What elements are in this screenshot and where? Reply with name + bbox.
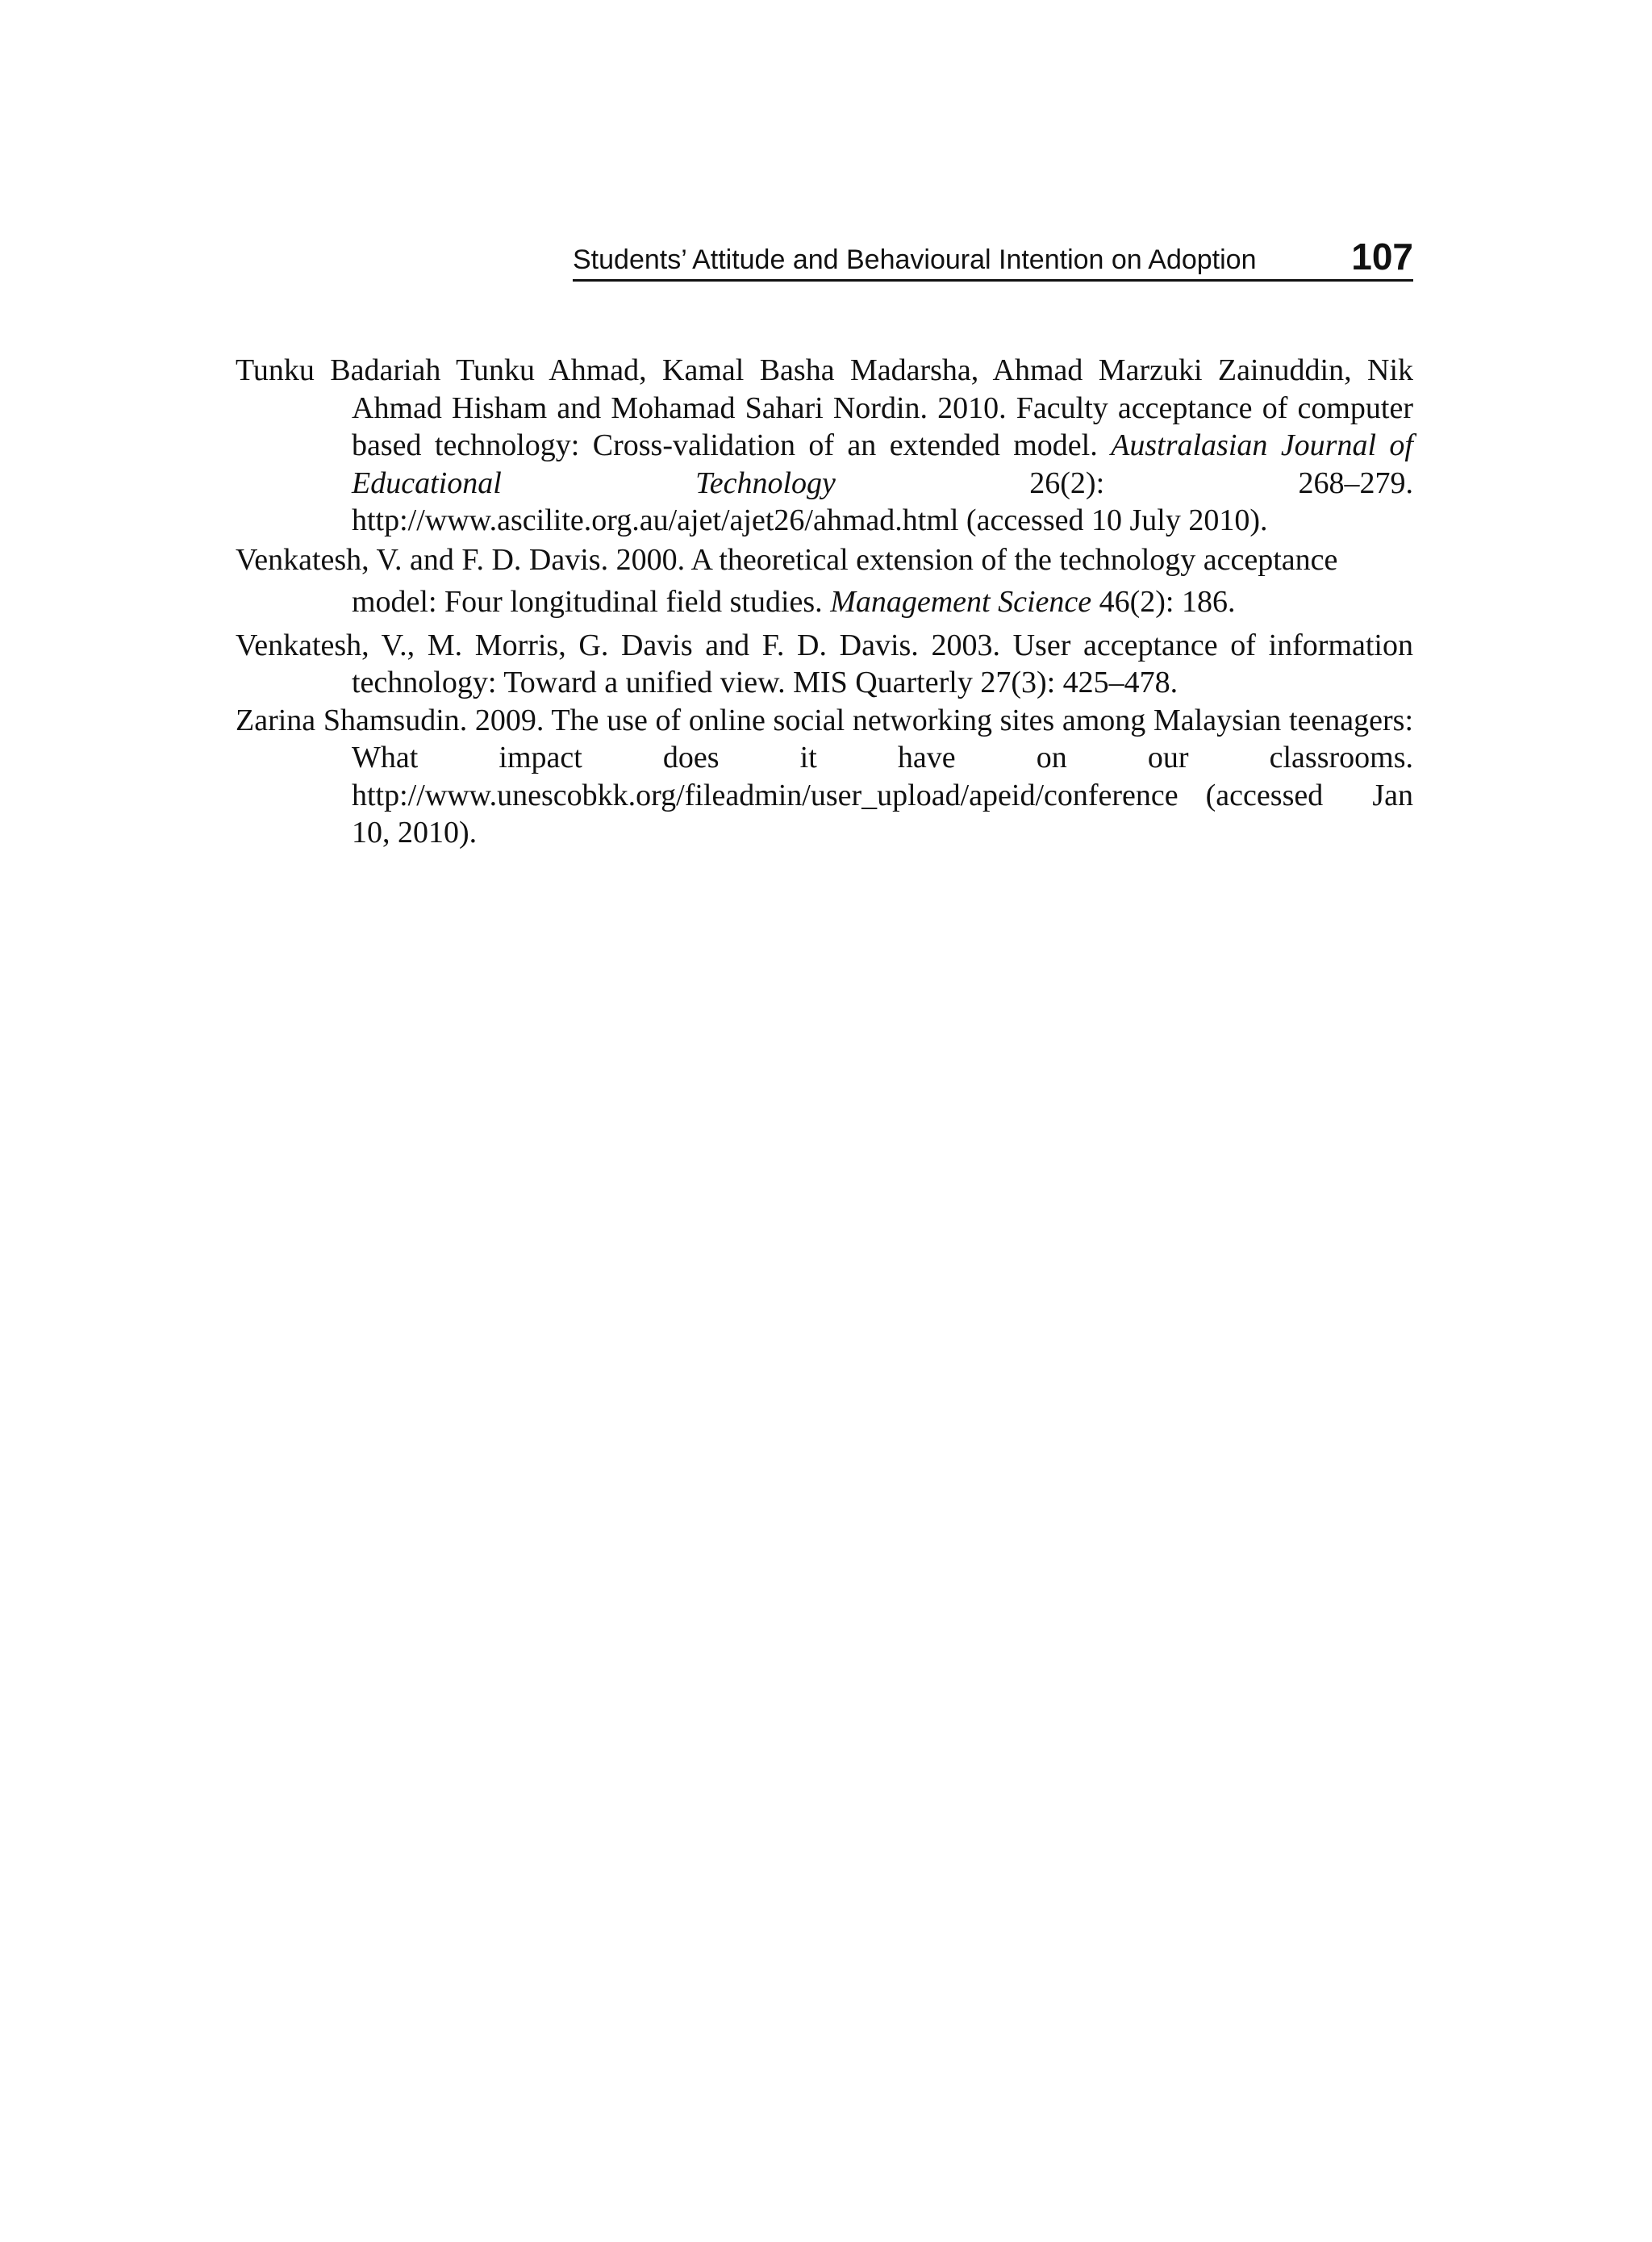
running-header: [573, 231, 1413, 282]
reference-text: 46(2): 186.: [1091, 584, 1236, 619]
reference-list: [236, 352, 1413, 849]
reference-text: Zarina Shamsudin. 2009. The use of online social networking sites among Malaysian teenagers: What impact does it have on our classrooms. http://www.unescobkk.org/fileadmin/user_upload/apeid/conference: [236, 703, 1413, 812]
reference-text: (accessed Jan 10, 2010).: [352, 778, 1413, 850]
page-number: 107: [1351, 236, 1413, 278]
reference-ahmad-2010: [236, 352, 1413, 540]
journal-title: Management Science: [830, 584, 1092, 619]
reference-shamsudin-2009: [236, 702, 1413, 852]
journal-title: Australasian Journal of Educational Technology: [352, 428, 1413, 500]
reference-text: Tunku Badariah Tunku Ahmad, Kamal Basha Madarsha, Ahmad Marzuki Zainuddin, Nik Ahmad Hisham and Mohamad Sahari Nordin. 2010. Faculty acceptance of computer based technology: Cross-validation of an extended model.: [236, 353, 1413, 462]
reference-text: Venkatesh, V., M. Morris, G. Davis and F. D. Davis. 2003. User acceptance of information technology: Toward a unified view. MIS Quarterly 27(3): 425–478.: [236, 628, 1413, 699]
reference-venkatesh-2000: [236, 539, 1413, 623]
reference-venkatesh-2003: [236, 627, 1413, 702]
running-title: Students’ Attitude and Behavioural Intention on Adoption: [573, 244, 1257, 275]
reference-text: 26(2): 268–279. http://www.ascilite.org.au/ajet/ajet26/ahmad.html (accessed 10 July 2010).: [352, 466, 1413, 537]
reference-text: Venkatesh, V. and F. D. Davis. 2000. A theoretical extension of the technology acceptance model: Four longitudinal field studies.: [236, 542, 1338, 619]
